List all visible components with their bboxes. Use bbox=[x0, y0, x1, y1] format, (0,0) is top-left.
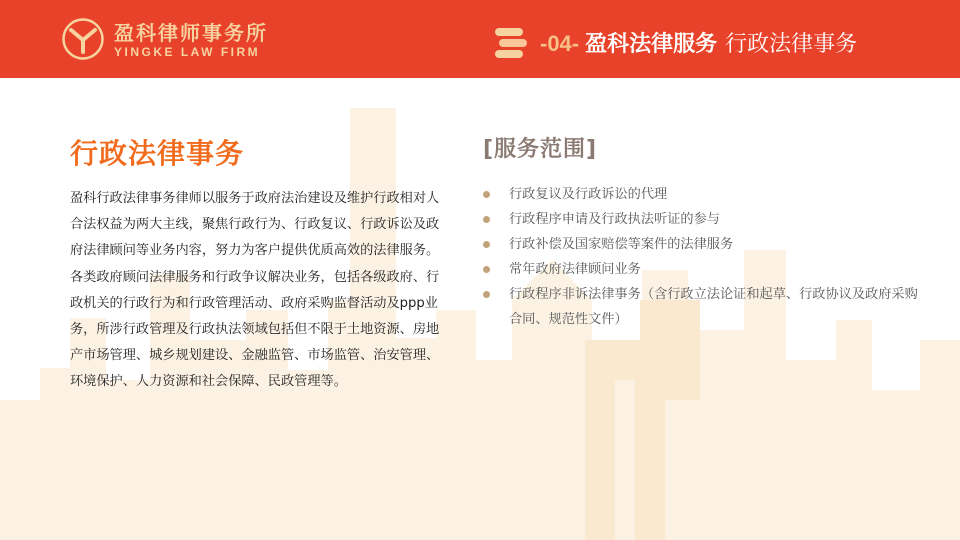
service-item bbox=[480, 282, 920, 332]
dot-bullet-icon bbox=[483, 291, 490, 298]
stacked-bars-icon bbox=[493, 27, 527, 59]
service-item-text: 行政补偿及国家赔偿等案件的法律服务 bbox=[509, 237, 734, 252]
service-item-text: 行政复议及行政诉讼的代理 bbox=[509, 187, 668, 202]
header-bar bbox=[0, 0, 960, 78]
dot-bullet-icon bbox=[483, 191, 490, 198]
content-title: 行政法律事务 bbox=[70, 137, 245, 170]
service-item bbox=[480, 182, 920, 207]
service-item-text: 常年政府法律顾问业务 bbox=[509, 262, 641, 277]
service-list bbox=[480, 182, 920, 332]
section-title: 盈科法律服务 bbox=[585, 32, 718, 57]
section-heading bbox=[540, 27, 857, 58]
section-number: -04- bbox=[540, 31, 580, 56]
service-item bbox=[480, 207, 920, 232]
service-item bbox=[480, 257, 920, 282]
content-body: 盈科行政法律事务律师以服务于政府法治建设及维护行政相对人合法权益为两大主线，聚焦行政行为、行政复议、行政诉讼及政府法律顾问等业务内容，努力为客户提供优质高效的法律服务。 各类政府顾问法律服务和行政争议解决业务，包括各级政府、行政机关的行政行为和行政管理活动、政府采购监督活动及ppp业务，所涉行政管理及行政执法领域包括但不限于土地资源、房地产市场管理、城乡规划建设、金融监管、市场监管、治安管理、环境保护、人力资源和社会保障、民政管理等。 bbox=[70, 191, 440, 390]
service-scope-title: [服务范围] bbox=[483, 137, 598, 162]
yingke-logo-icon bbox=[62, 18, 104, 60]
dot-bullet-icon bbox=[483, 216, 490, 223]
brand-name-cn: 盈科律师事务所 bbox=[114, 21, 268, 45]
service-item-text: 行政程序非诉法律事务（含行政立法论证和起草、行政协议及政府采购合同、规范性文件） bbox=[509, 287, 918, 327]
section-subtitle: 行政法律事务 bbox=[725, 32, 858, 57]
dot-bullet-icon bbox=[483, 266, 490, 273]
service-item bbox=[480, 232, 920, 257]
brand-name-en: YINGKE LAW FIRM bbox=[114, 45, 261, 59]
service-item-text: 行政程序申请及行政执法听证的参与 bbox=[509, 212, 720, 227]
dot-bullet-icon bbox=[483, 241, 490, 248]
